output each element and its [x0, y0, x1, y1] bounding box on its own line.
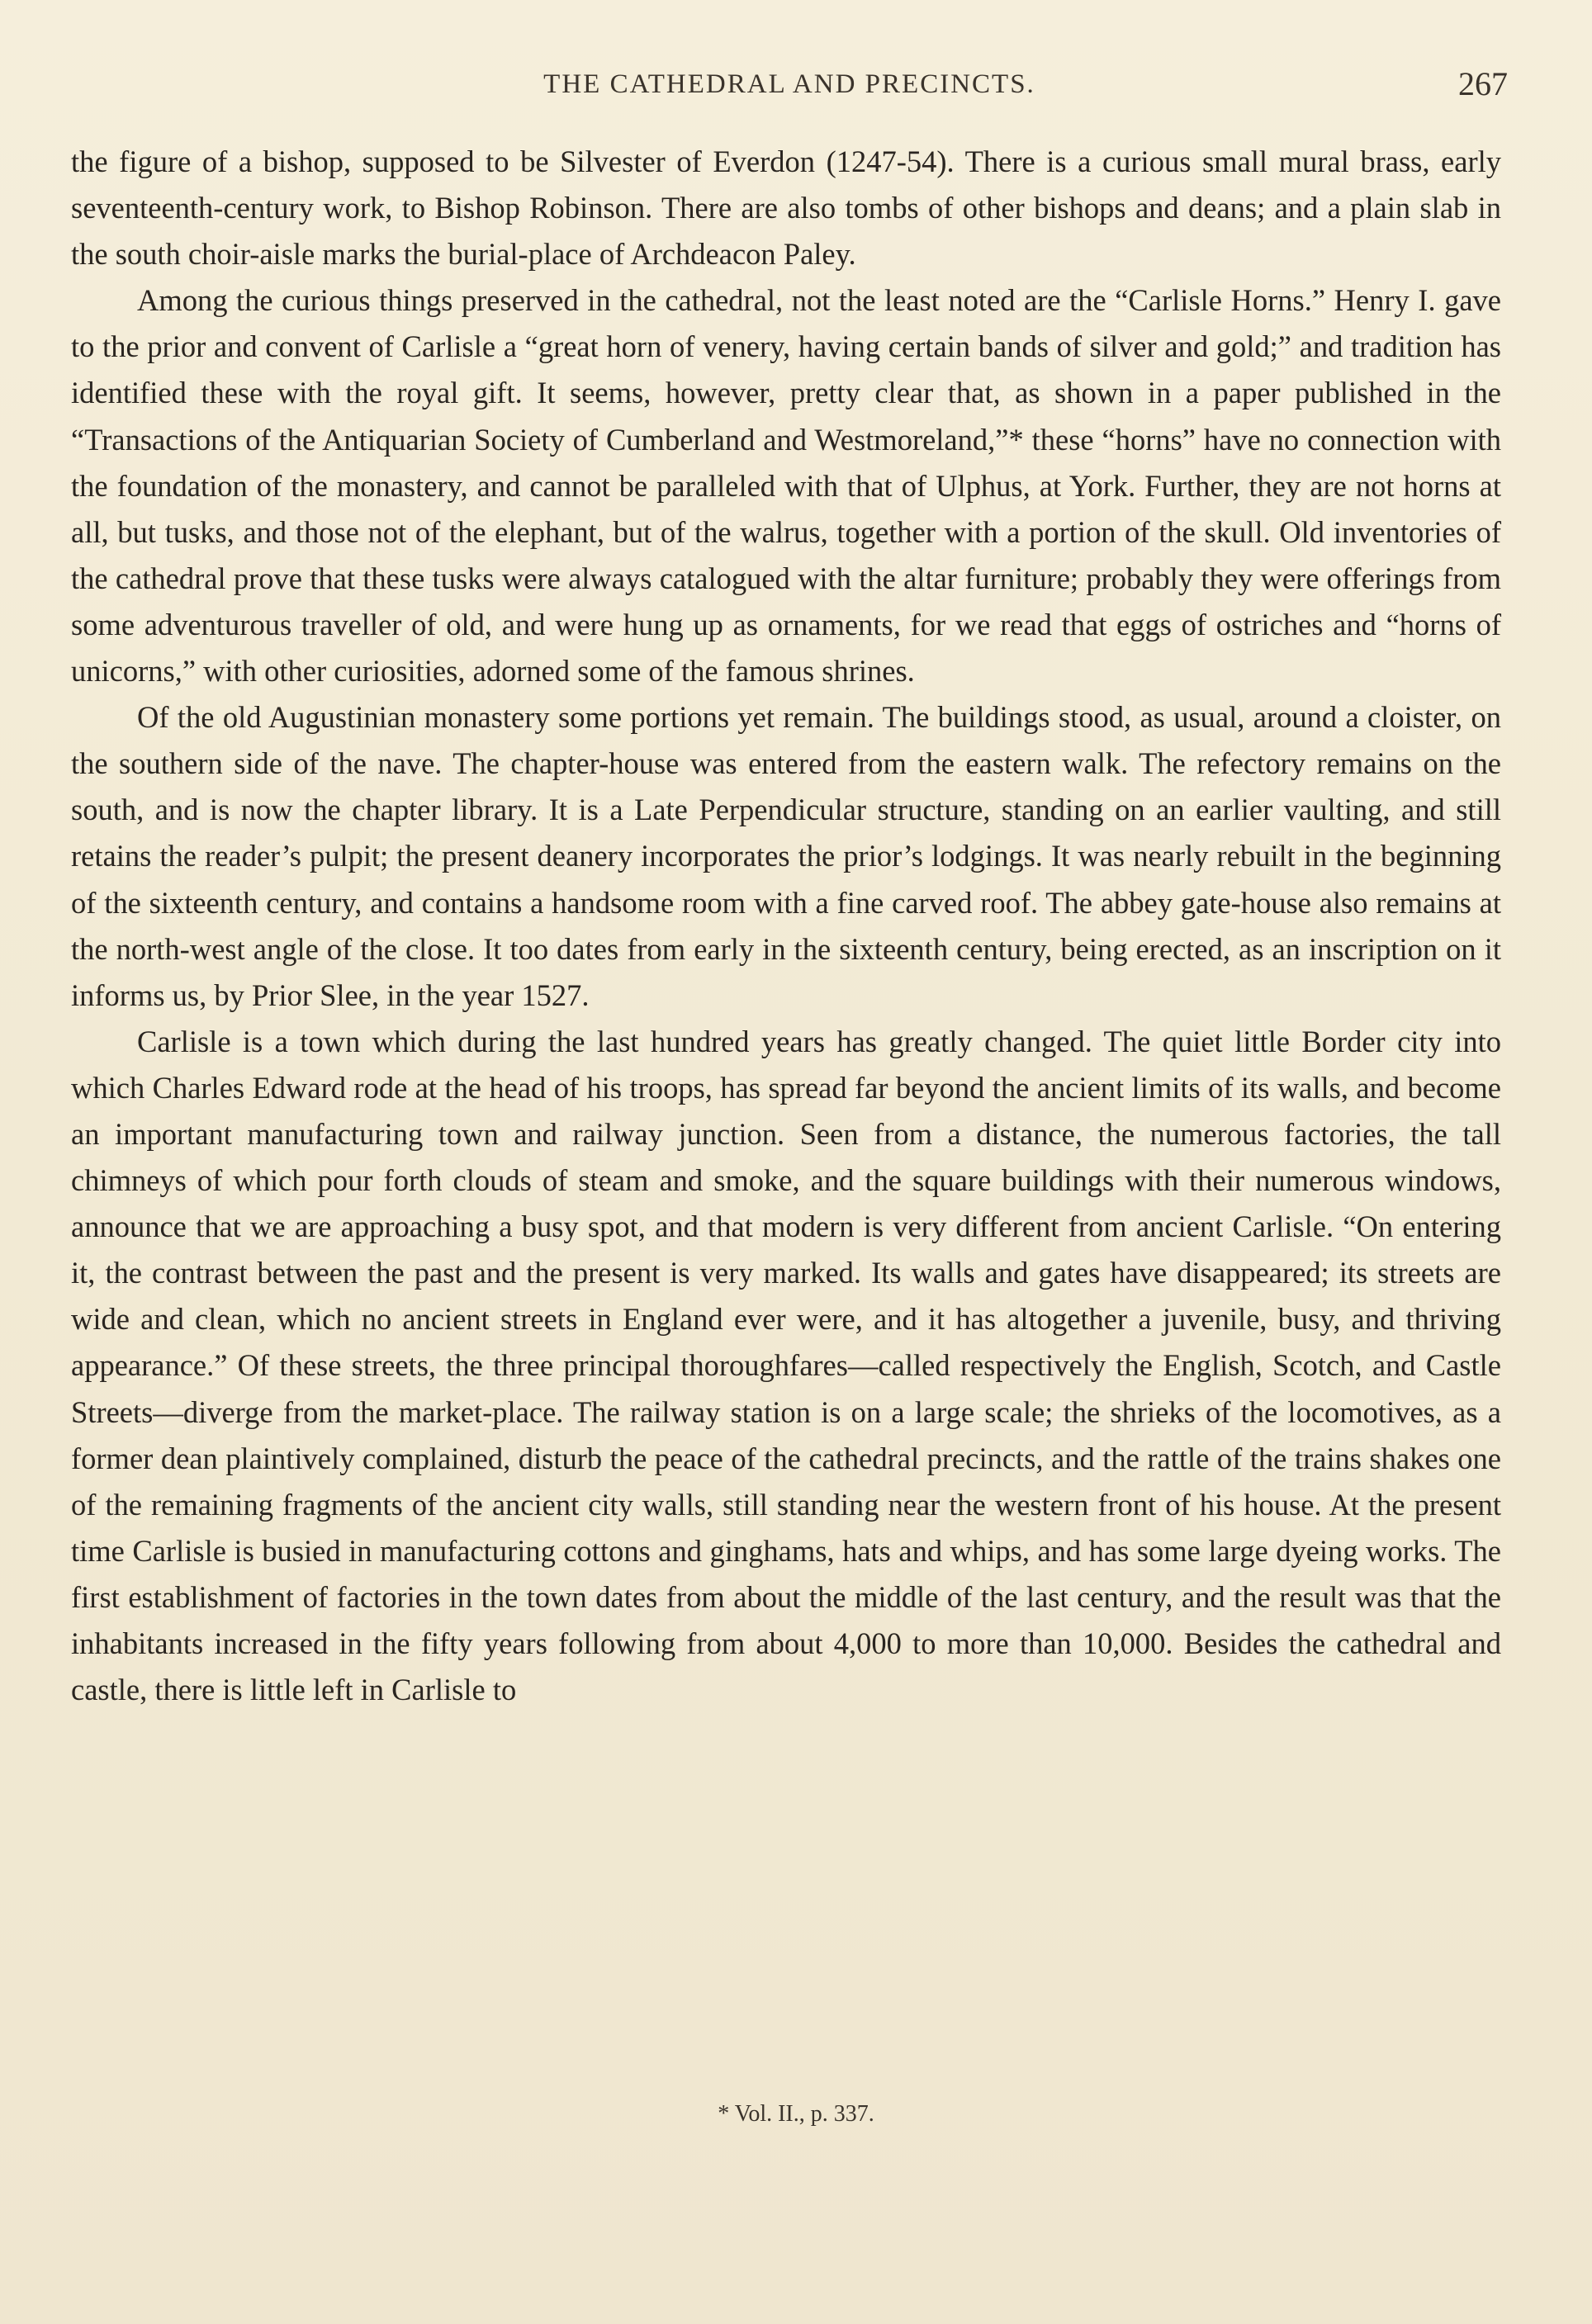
running-title: THE CATHEDRAL AND PRECINCTS. — [543, 69, 1035, 99]
paragraph-carlisle-town: Carlisle is a town which during the last hundred years has greatly changed. The quiet little Border city into which Charles Edward rode at the head of his troops, has spread far beyond the ancient limits of its walls, and become an important manufacturing town and railway junction. Seen from a distance, the numerous factories, the tall chimneys of which pour forth clouds of steam and smoke, and the square buildings with their numerous windows, announce that we are approaching a busy spot, and that modern is very different from ancient Carlisle. “On entering it, the contrast between the past and the present is very marked. Its walls and gates have disappeared; its streets are wide and clean, which no ancient streets in England ever were, and it has altogether a juvenile, busy, and thriving appearance.” Of these streets, the three principal thoroughfares—called respectively the English, Scotch, and Castle Streets—diverge from the market-place. The railway station is on a large scale; the shrieks of the locomotives, as a former dean plaintively complained, disturb the peace of the cathedral precincts, and the rattle of the trains shakes one of the remaining fragments of the ancient city walls, still standing near the western front of his house. At the present time Carlisle is busied in manufacturing cottons and ginghams, hats and whips, and has some large dyeing works. The first establishment of factories in the town dates from about the middle of the last century, and the result was that the inhabitants increased in the fifty years following from about 4,000 to more than 10,000. Besides the cathedral and castle, there is little left in Carlisle to — [71, 1024, 1501, 1707]
footnote: * Vol. II., p. 337. — [718, 2101, 874, 2127]
page-number: 267 — [1458, 65, 1508, 102]
body-text — [71, 139, 1501, 1713]
paragraph-carlisle-horns: Among the curious things preserved in the cathedral, not the least noted are the “Carlisle Horns.” Henry I. gave to the prior and convent of Carlisle a “great horn of venery, having certain bands of silver and gold;” and tradition has identified these with the royal gift. It seems, however, pretty clear that, as shown in a paper published in the “Transactions of the Antiquarian Society of Cumberland and Westmoreland,”* these “horns” have no connection with the foundation of the monastery, and cannot be paralleled with that of Ulphus, at York. Further, they are not horns at all, but tusks, and those not of the elephant, but of the walrus, together with a portion of the skull. Old inventories of the cathedral prove that these tusks were always catalogued with the altar furniture; probably they were offerings from some adventurous traveller of old, and were hung up as ornaments, for we read that eggs of ostriches and “horns of unicorns,” with other curiosities, adorned some of the famous shrines. — [71, 283, 1501, 689]
running-head — [71, 64, 1508, 114]
paragraph-augustinian-monastery: Of the old Augustinian monastery some portions yet remain. The buildings stood, as usual, around a cloister, on the southern side of the nave. The chapter-house was entered from the eastern walk. The refectory remains on the south, and is now the chapter library. It is a Late Perpendicular structure, standing on an earlier vaulting, and still retains the reader’s pulpit; the present deanery incorporates the prior’s lodgings. It was nearly rebuilt in the beginning of the sixteenth century, and contains a handsome room with a fine carved roof. The abbey gate-house also remains at the north-west angle of the close. It too dates from early in the sixteenth century, being erected, as an inscription on it informs us, by Prior Slee, in the year 1527. — [71, 700, 1501, 1012]
paragraph-continuation: the figure of a bishop, supposed to be Silvester of Everdon (1247-54). There is a curious small mural brass, early seventeenth-century work, to Bishop Robinson. There are also tombs of other bishops and deans; and a plain slab in the south choir-aisle marks the burial-place of Archdeacon Paley. — [71, 144, 1501, 272]
